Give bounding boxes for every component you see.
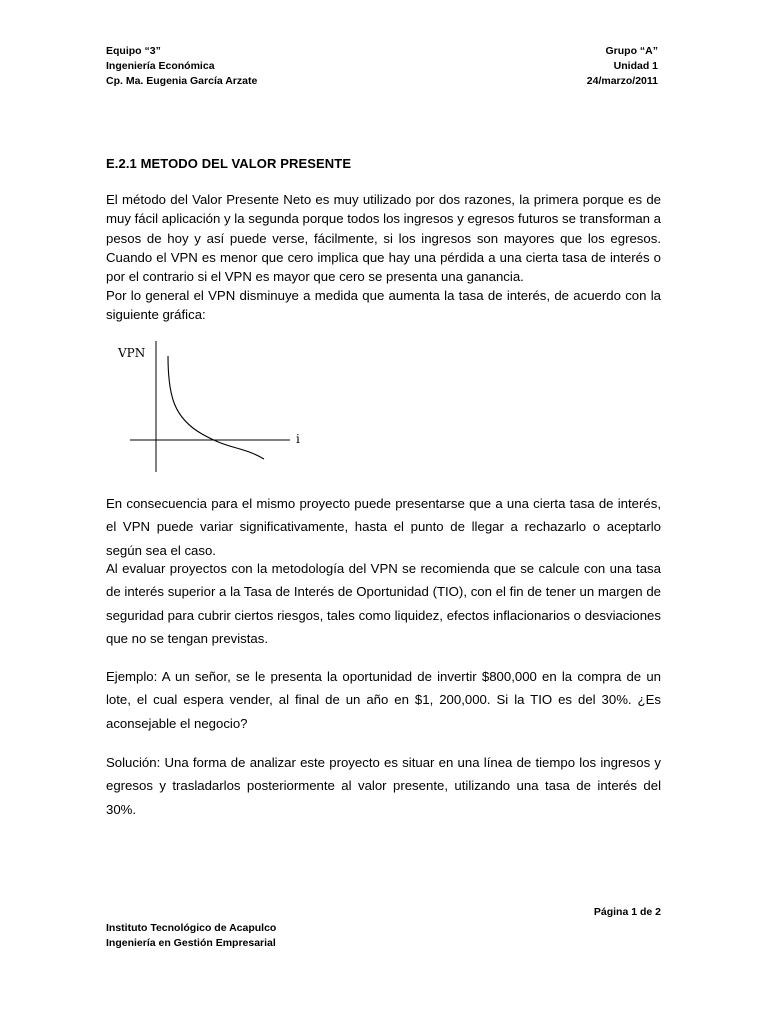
program-name: Ingeniería en Gestión Empresarial (106, 937, 276, 949)
paragraph-graph-intro: Por lo general el VPN disminuye a medida que aumenta la tasa de interés, de acuerdo con la siguiente gráfica: (106, 288, 661, 323)
vpn-graph (112, 336, 312, 476)
x-axis-label: i (296, 432, 300, 446)
page-number: Página 1 de 2 (593, 906, 661, 918)
teacher-label: Cp. Ma. Eugenia García Arzate (106, 75, 258, 87)
unit-label: Unidad 1 (613, 60, 658, 72)
paragraph-example: Ejemplo: A un señor, se le presenta la oportunidad de invertir $800,000 en la compra de un lote, el cual espera vender, al final de un año en $1, 200,000. Si la TIO es del 30%. ¿Es aconsejable el negocio? (106, 669, 661, 731)
header-right (587, 44, 658, 89)
date-label: 24/marzo/2011 (586, 75, 658, 87)
paragraph-consequence: En consecuencia para el mismo proyecto puede presentarse que a una cierta tasa de interés, el VPN puede variar significativamente, hasta el punto de llegar a rechazarlo o aceptarlo según sea el caso. (106, 496, 661, 558)
vpn-graph-svg (112, 336, 312, 476)
paragraph-solution: Solución: Una forma de analizar este proyecto es situar en una línea de tiempo los ingresos y egresos y trasladarlos posteriormente al valor presente, utilizando una tasa de interés del 30%. (106, 755, 661, 817)
institute-name: Instituto Tecnológico de Acapulco (106, 922, 277, 934)
team-label: Equipo “3” (106, 45, 161, 57)
paragraph-intro: El método del Valor Presente Neto es muy utilizado por dos razones, la primera porque es de muy fácil aplicación y la segunda porque todos los ingresos y egresos futuros se transforman a pesos de hoy y así puede verse, fácilmente, si los ingresos son mayores que los egresos. Cuando el VPN es menor que cero implica que hay una pérdida a una cierta tasa de interés o por el contrario si el VPN es mayor que cero se presenta una ganancia. (106, 192, 661, 285)
y-axis-label: VPN (118, 346, 146, 360)
section-title: E.2.1 METODO DEL VALOR PRESENTE (106, 156, 352, 171)
footer (106, 921, 276, 951)
vpn-curve (168, 356, 264, 459)
course-label: Ingeniería Económica (106, 60, 215, 72)
group-label: Grupo “A” (605, 45, 658, 57)
header-left (106, 44, 257, 89)
paragraph-evaluation: Al evaluar proyectos con la metodología del VPN se recomienda que se calcule con una tasa de interés superior a la Tasa de Interés de Oportunidad (TIO), con el fin de tener un margen de seguridad para cubrir ciertos riesgos, tales como liquidez, efectos inflacionarios o desviaciones que no se tengan previstas. (106, 561, 661, 646)
